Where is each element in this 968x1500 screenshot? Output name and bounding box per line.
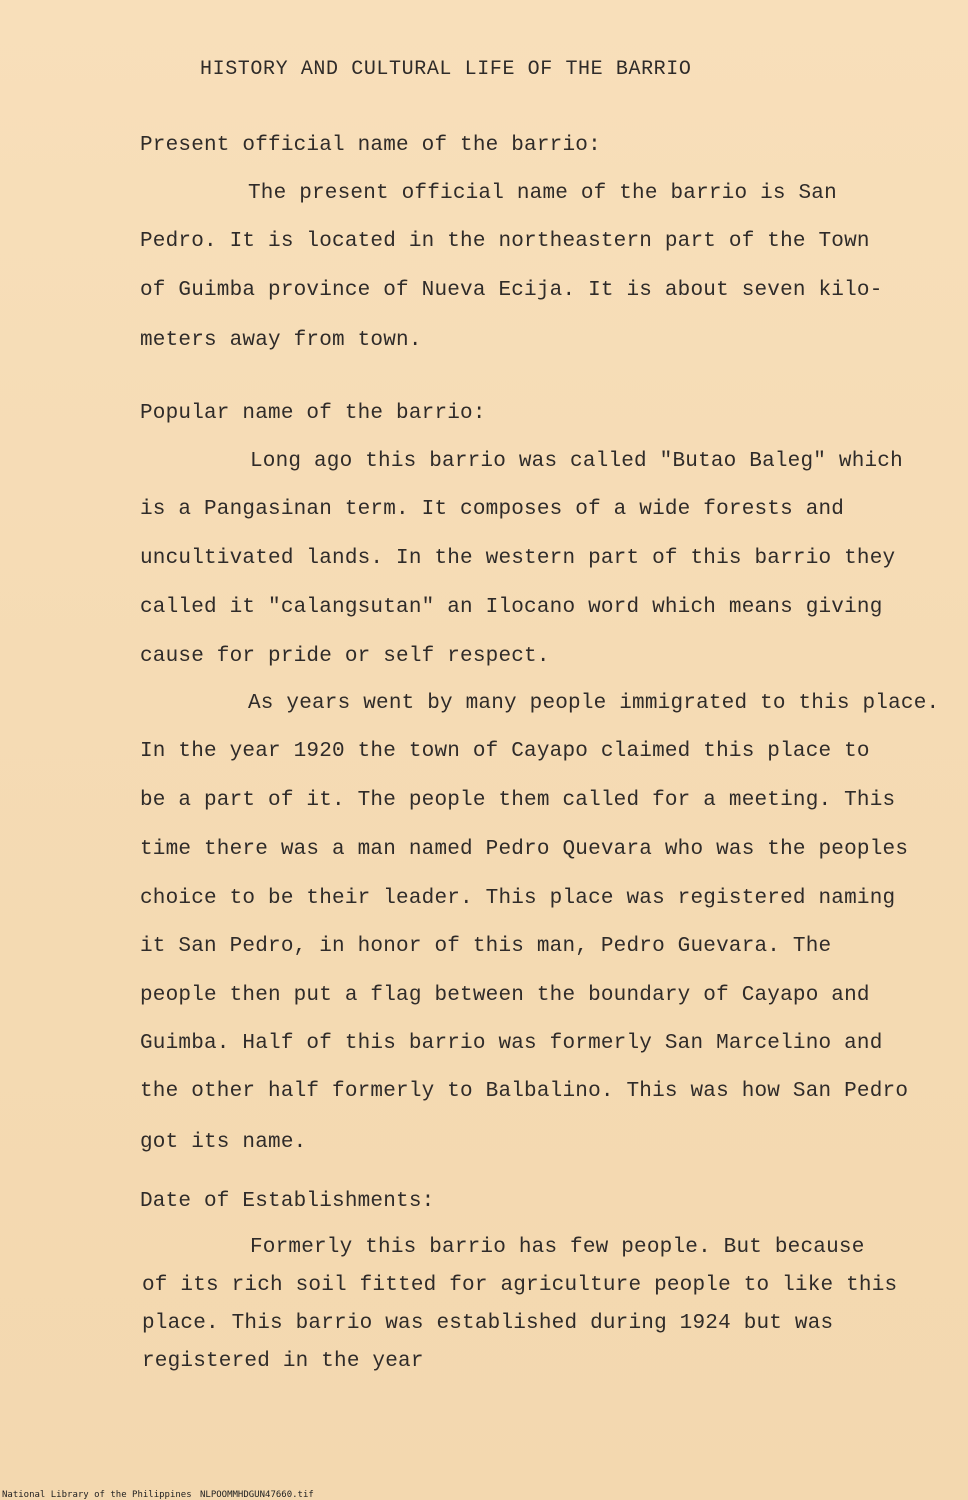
text-line: cause for pride or self respect. xyxy=(140,645,550,668)
text-line: Long ago this barrio was called "Butao Baleg" which xyxy=(250,450,903,473)
text-line: choice to be their leader. This place was registered naming xyxy=(140,887,896,910)
text-line: people then put a flag between the boundary of Cayapo and xyxy=(140,984,870,1007)
text-line: is a Pangasinan term. It composes of a wide forests and xyxy=(140,498,845,521)
text-line: the other half formerly to Balbalino. This was how San Pedro xyxy=(140,1080,909,1103)
text-line: be a part of it. The people them called for a meeting. This xyxy=(140,789,896,812)
text-line: meters away from town. xyxy=(140,329,422,352)
text-line: Guimba. Half of this barrio was formerly San Marcelino and xyxy=(140,1032,883,1055)
footer-filename: NLPOOMMHDGUN47660.tif xyxy=(200,1490,314,1500)
text-line: Formerly this barrio has few people. But because xyxy=(250,1236,865,1259)
text-line: of its rich soil fitted for agriculture people to like this xyxy=(142,1274,898,1297)
section-heading: Present official name of the barrio: xyxy=(140,134,601,157)
text-line: of Guimba province of Nueva Ecija. It is about seven kilo- xyxy=(140,279,883,302)
section-heading: Popular name of the barrio: xyxy=(140,402,486,425)
text-line: Pedro. It is located in the northeastern part of the Town xyxy=(140,230,870,253)
text-line: In the year 1920 the town of Cayapo claimed this place to xyxy=(140,740,870,763)
section-heading: Date of Establishments: xyxy=(140,1190,435,1213)
text-line: time there was a man named Pedro Quevara who was the peoples xyxy=(140,838,909,861)
text-line: it San Pedro, in honor of this man, Pedro Guevara. The xyxy=(140,935,832,958)
text-line: called it "calangsutan" an Ilocano word which means giving xyxy=(140,596,883,619)
text-line: The present official name of the barrio is San xyxy=(248,182,837,205)
text-line: As years went by many people immigrated to this place. xyxy=(248,692,940,715)
footer-library: National Library of the Philippines xyxy=(2,1490,192,1500)
text-line: got its name. xyxy=(140,1131,307,1154)
text-line: place. This barrio was established during 1924 but was xyxy=(142,1312,834,1335)
page-title: HISTORY AND CULTURAL LIFE OF THE BARRIO xyxy=(200,58,692,81)
text-line: registered in the year xyxy=(142,1350,424,1373)
text-line: uncultivated lands. In the western part of this barrio they xyxy=(140,547,896,570)
